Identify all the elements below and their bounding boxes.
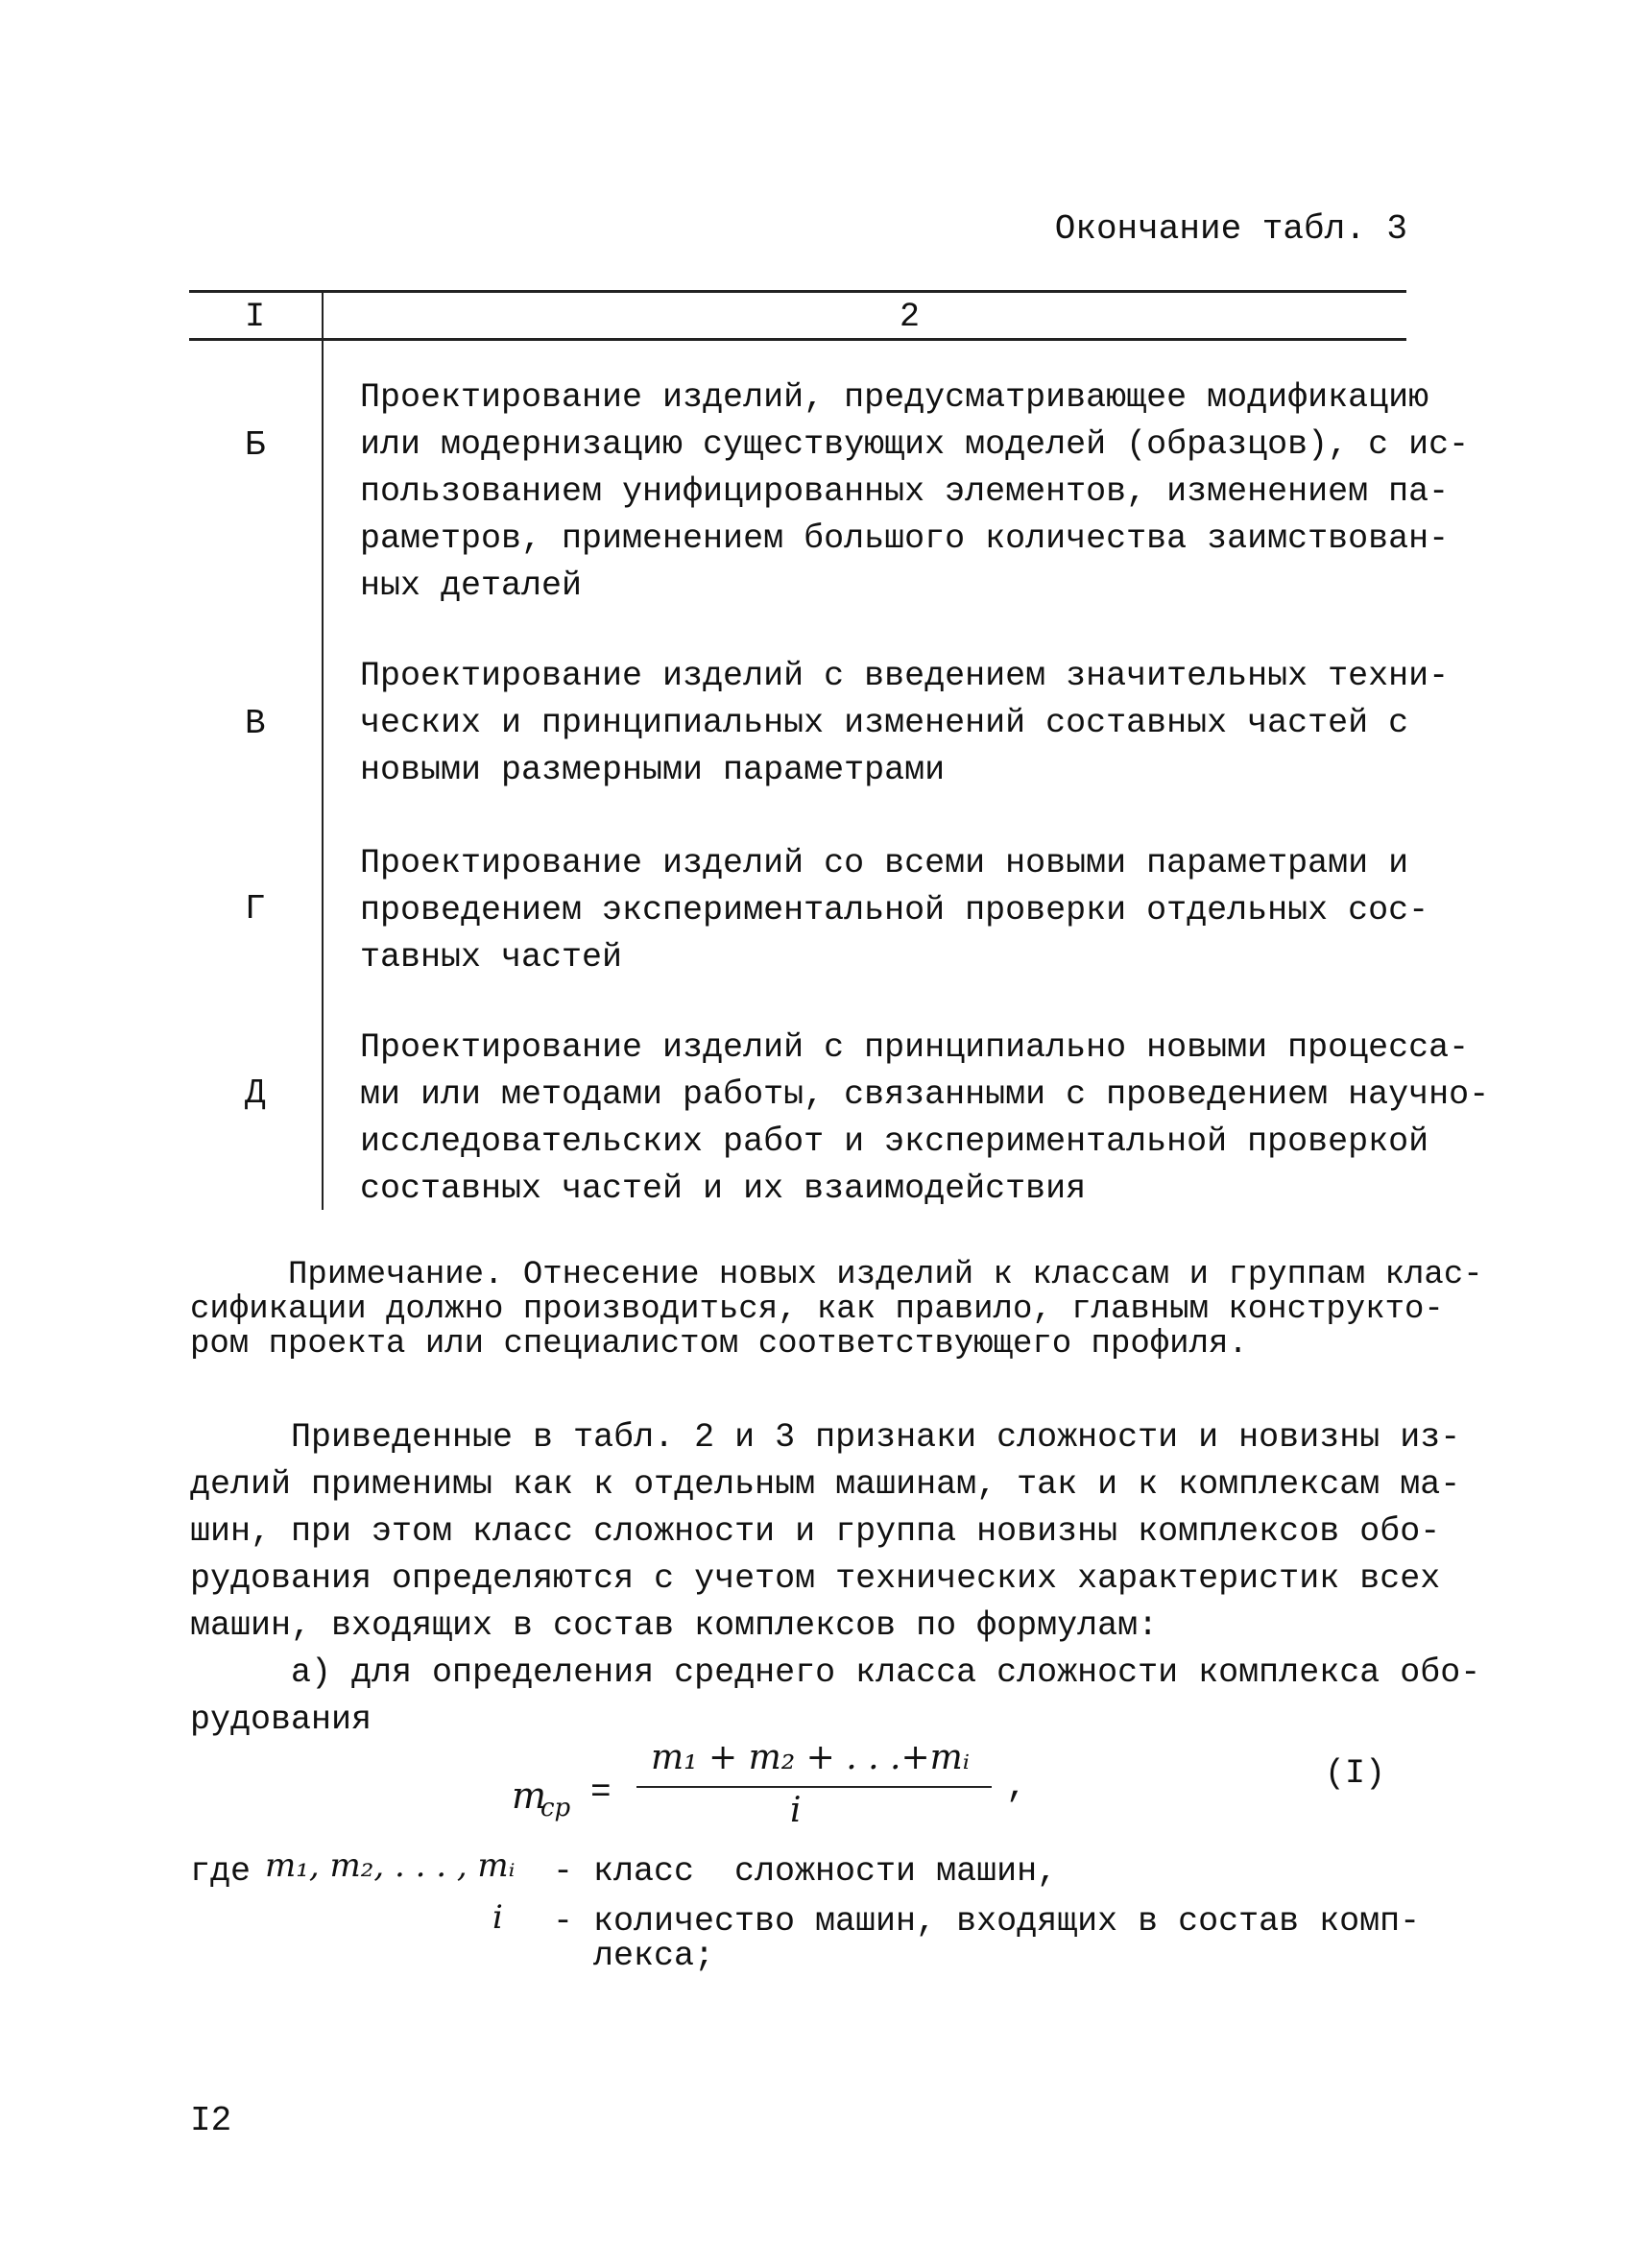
formula-lhs-sub: ср [540, 1794, 571, 1822]
row-code: Б [245, 425, 266, 465]
cell-line: Проектирование изделий с введением значительных техни- [360, 657, 1450, 695]
formula-mean-class [512, 1738, 1030, 1853]
note-line: ром проекта или специалистом соответствующего профиля. [190, 1326, 1248, 1363]
where-desc-2b: лекса; [593, 1937, 715, 1975]
formula-number: (I) [1325, 1754, 1386, 1793]
where-prefix: где [190, 1852, 252, 1891]
cell-line: Проектирование изделий с принципиально новыми процесса- [360, 1028, 1470, 1067]
paragraph-line: делий применимы как к отдельным машинам, так и к комплексам ма- [190, 1465, 1461, 1504]
paragraph-line: а) для определения среднего класса сложности комплекса обо- [190, 1653, 1481, 1692]
paragraph-line: шин, при этом класс сложности и группа новизны комплексов обо- [190, 1512, 1441, 1551]
paragraph-line: рудования определяются с учетом технических характеристик всех [190, 1559, 1441, 1598]
fraction-bar [636, 1786, 992, 1788]
cell-line: Проектирование изделий со всеми новыми параметрами и [360, 844, 1409, 882]
table-column-divider [322, 293, 324, 1210]
where-var-2: i [492, 1898, 503, 1937]
table-caption: Окончание табл. 3 [1054, 209, 1407, 249]
formula-lhs: m [512, 1774, 547, 1817]
cell-line: ми или методами работы, связанными с проведением научно- [360, 1075, 1490, 1114]
cell-line: тавных частей [360, 938, 623, 977]
cell-line: проведением экспериментальной проверки отдельных сос- [360, 891, 1429, 929]
row-code: Д [245, 1074, 266, 1113]
cell-line: раметров, применением большого количества заимствован- [360, 519, 1450, 558]
variable-definitions [190, 1848, 1419, 1973]
formula-denominator: i [790, 1791, 802, 1830]
formula-trailing-comma: , [1006, 1767, 1027, 1806]
paragraph-line: Приведенные в табл. 2 и 3 признаки сложности и новизны из- [190, 1418, 1461, 1457]
table-row-b [360, 374, 1469, 610]
where-vars-1: m₁, m₂, . . . , mᵢ [265, 1846, 516, 1885]
table-row-v [360, 653, 1449, 794]
cell-line: или модернизацию существующих моделей (образцов), с ис- [360, 425, 1470, 464]
cell-line: ных деталей [360, 567, 583, 605]
table-note [190, 1258, 1483, 1362]
paragraph-line: машин, входящих в состав комплексов по формулам: [190, 1606, 1159, 1645]
cell-line: новыми размерными параметрами [360, 751, 946, 789]
formula-numerator: m₁ + m₂ + . . .+mᵢ [651, 1738, 970, 1777]
table-row-d [360, 1025, 1489, 1213]
cell-line: Проектирование изделий, предусматривающее модификацию [360, 378, 1429, 417]
table-header-col2: 2 [900, 298, 921, 336]
formula-equals: = [590, 1773, 612, 1812]
page-number: I2 [190, 2101, 232, 2140]
table-row-g [360, 840, 1428, 981]
where-desc-2a: - количество машин, входящих в состав комп- [553, 1902, 1421, 1941]
row-code: Г [245, 889, 266, 929]
cell-line: исследовательских работ и экспериментальной проверкой [360, 1122, 1429, 1161]
note-line: Примечание. Отнесение новых изделий к классам и группам клас- [190, 1257, 1483, 1293]
paragraph-line: рудования [190, 1701, 372, 1739]
cell-line: пользованием унифицированных элементов, изменением па- [360, 472, 1450, 511]
where-desc-1: - класс сложности машин, [553, 1852, 1058, 1891]
cell-line: ческих и принципиальных изменений составных частей с [360, 704, 1409, 742]
row-code: В [245, 704, 266, 743]
table-header-rule [189, 338, 1406, 341]
table-header-col1: I [245, 298, 266, 336]
note-line: сификации должно производиться, как правило, главным конструкто- [190, 1291, 1444, 1328]
cell-line: составных частей и их взаимодействия [360, 1170, 1087, 1208]
body-paragraph [190, 1414, 1480, 1744]
table-top-rule [189, 290, 1406, 293]
